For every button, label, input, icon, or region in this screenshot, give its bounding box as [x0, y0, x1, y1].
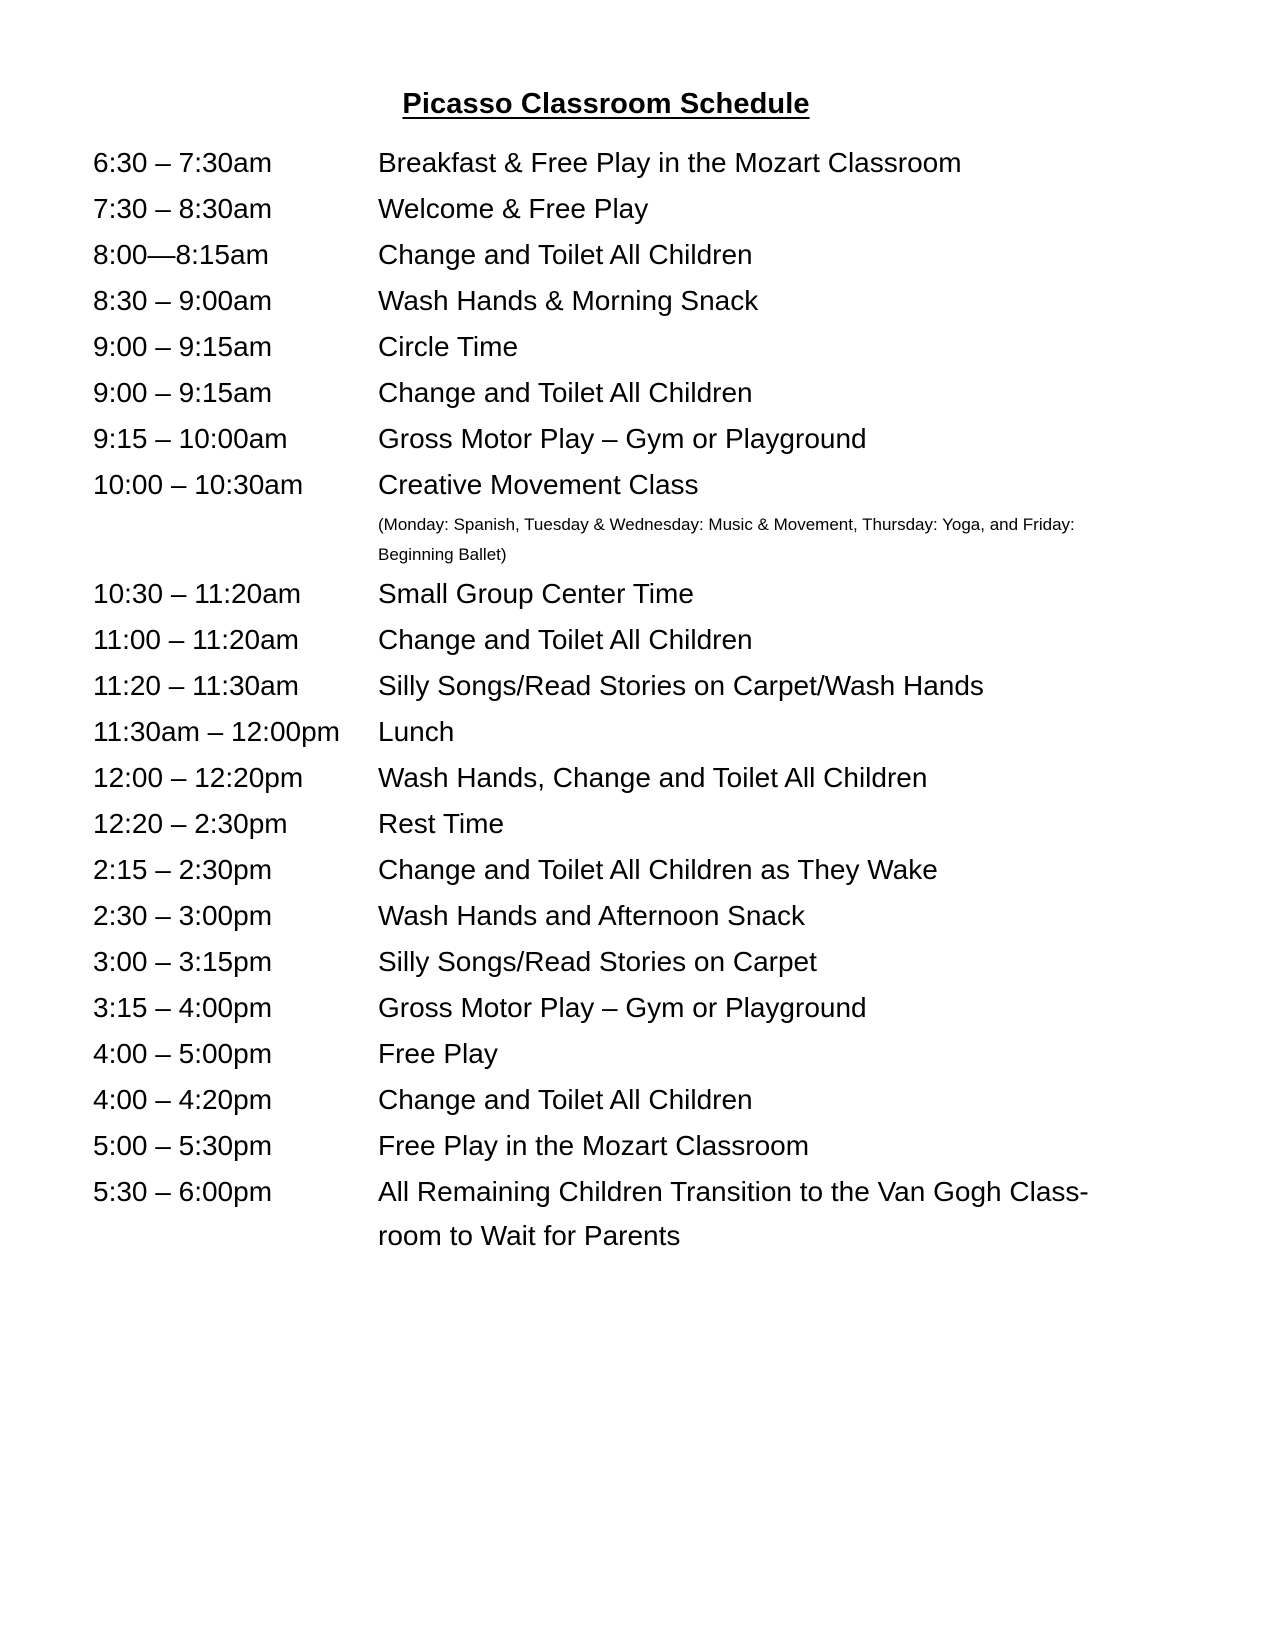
- activity: Wash Hands & Morning Snack: [378, 285, 759, 316]
- activity: Change and Toilet All Children as They Wake: [378, 854, 938, 885]
- schedule-list: [93, 140, 1173, 1259]
- activity: Wash Hands, Change and Toilet All Children: [378, 762, 928, 793]
- time-slot: 3:00 – 3:15pm: [93, 946, 273, 977]
- time-slot: 4:00 – 4:20pm: [93, 1084, 273, 1115]
- schedule-row: [93, 985, 1173, 1031]
- schedule-row: [93, 663, 1173, 709]
- time-slot: 10:00 – 10:30am: [93, 469, 304, 500]
- activity-with-note: [378, 462, 1173, 571]
- schedule-row: [93, 140, 1173, 186]
- activity-continuation: room to Wait for Parents: [378, 1220, 681, 1251]
- activity: Change and Toilet All Children: [378, 239, 753, 270]
- time-slot: 8:00—8:15am: [93, 239, 269, 270]
- schedule-row: [93, 571, 1173, 617]
- activity: Gross Motor Play – Gym or Playground: [378, 992, 867, 1023]
- schedule-row: [93, 462, 1173, 571]
- time-slot: 9:15 – 10:00am: [93, 423, 288, 454]
- activity: Change and Toilet All Children: [378, 377, 753, 408]
- page-title: Picasso Classroom Schedule: [402, 88, 810, 120]
- activity-multiline: [378, 1169, 1173, 1259]
- schedule-row: [93, 709, 1173, 755]
- time-slot: 3:15 – 4:00pm: [93, 992, 273, 1023]
- schedule-row: [93, 370, 1173, 416]
- schedule-row: [93, 893, 1173, 939]
- activity: Lunch: [378, 716, 455, 747]
- activity-note: (Monday: Spanish, Tuesday & Wednesday: Music & Movement, Thursday: Yoga, and Friday: Beginning Ballet): [378, 515, 1075, 564]
- time-slot: 11:20 – 11:30am: [93, 670, 300, 701]
- activity: Free Play in the Mozart Classroom: [378, 1130, 810, 1161]
- activity: Free Play: [378, 1038, 498, 1069]
- schedule-row: [93, 232, 1173, 278]
- activity: Silly Songs/Read Stories on Carpet/Wash Hands: [378, 670, 984, 701]
- time-slot: 10:30 – 11:20am: [93, 578, 302, 609]
- schedule-row: [93, 324, 1173, 370]
- activity: Gross Motor Play – Gym or Playground: [378, 423, 867, 454]
- time-slot: 11:00 – 11:20am: [93, 624, 300, 655]
- schedule-row: [93, 1077, 1173, 1123]
- time-slot: 5:00 – 5:30pm: [93, 1130, 273, 1161]
- activity: Circle Time: [378, 331, 519, 362]
- time-slot: 2:15 – 2:30pm: [93, 854, 273, 885]
- activity: Small Group Center Time: [378, 578, 694, 609]
- schedule-row: [93, 1123, 1173, 1169]
- activity: Silly Songs/Read Stories on Carpet: [378, 946, 817, 977]
- activity: Wash Hands and Afternoon Snack: [378, 900, 805, 931]
- time-slot: 2:30 – 3:00pm: [93, 900, 273, 931]
- schedule-row: [93, 1031, 1173, 1077]
- activity: Breakfast & Free Play in the Mozart Classroom: [378, 147, 962, 178]
- time-slot: 9:00 – 9:15am: [93, 331, 273, 362]
- time-slot: 7:30 – 8:30am: [93, 193, 273, 224]
- schedule-row: [93, 939, 1173, 985]
- activity: Rest Time: [378, 808, 505, 839]
- activity: Change and Toilet All Children: [378, 1084, 753, 1115]
- activity: All Remaining Children Transition to the Van Gogh Class-: [378, 1176, 1089, 1207]
- time-slot: 12:20 – 2:30pm: [93, 808, 288, 839]
- time-slot: 6:30 – 7:30am: [93, 147, 273, 178]
- schedule-row: [93, 186, 1173, 232]
- time-slot: 5:30 – 6:00pm: [93, 1176, 273, 1207]
- time-slot: 9:00 – 9:15am: [93, 377, 273, 408]
- schedule-row: [93, 1169, 1173, 1259]
- time-slot: 4:00 – 5:00pm: [93, 1038, 273, 1069]
- schedule-row: [93, 278, 1173, 324]
- schedule-row: [93, 617, 1173, 663]
- schedule-row: [93, 801, 1173, 847]
- schedule-row: [93, 755, 1173, 801]
- schedule-row: [93, 416, 1173, 462]
- time-slot: 11:30am – 12:00pm: [93, 716, 340, 747]
- activity: Change and Toilet All Children: [378, 624, 753, 655]
- schedule-row: [93, 847, 1173, 893]
- activity: Creative Movement Class: [378, 469, 699, 500]
- time-slot: 12:00 – 12:20pm: [93, 762, 304, 793]
- activity: Welcome & Free Play: [378, 193, 649, 224]
- time-slot: 8:30 – 9:00am: [93, 285, 273, 316]
